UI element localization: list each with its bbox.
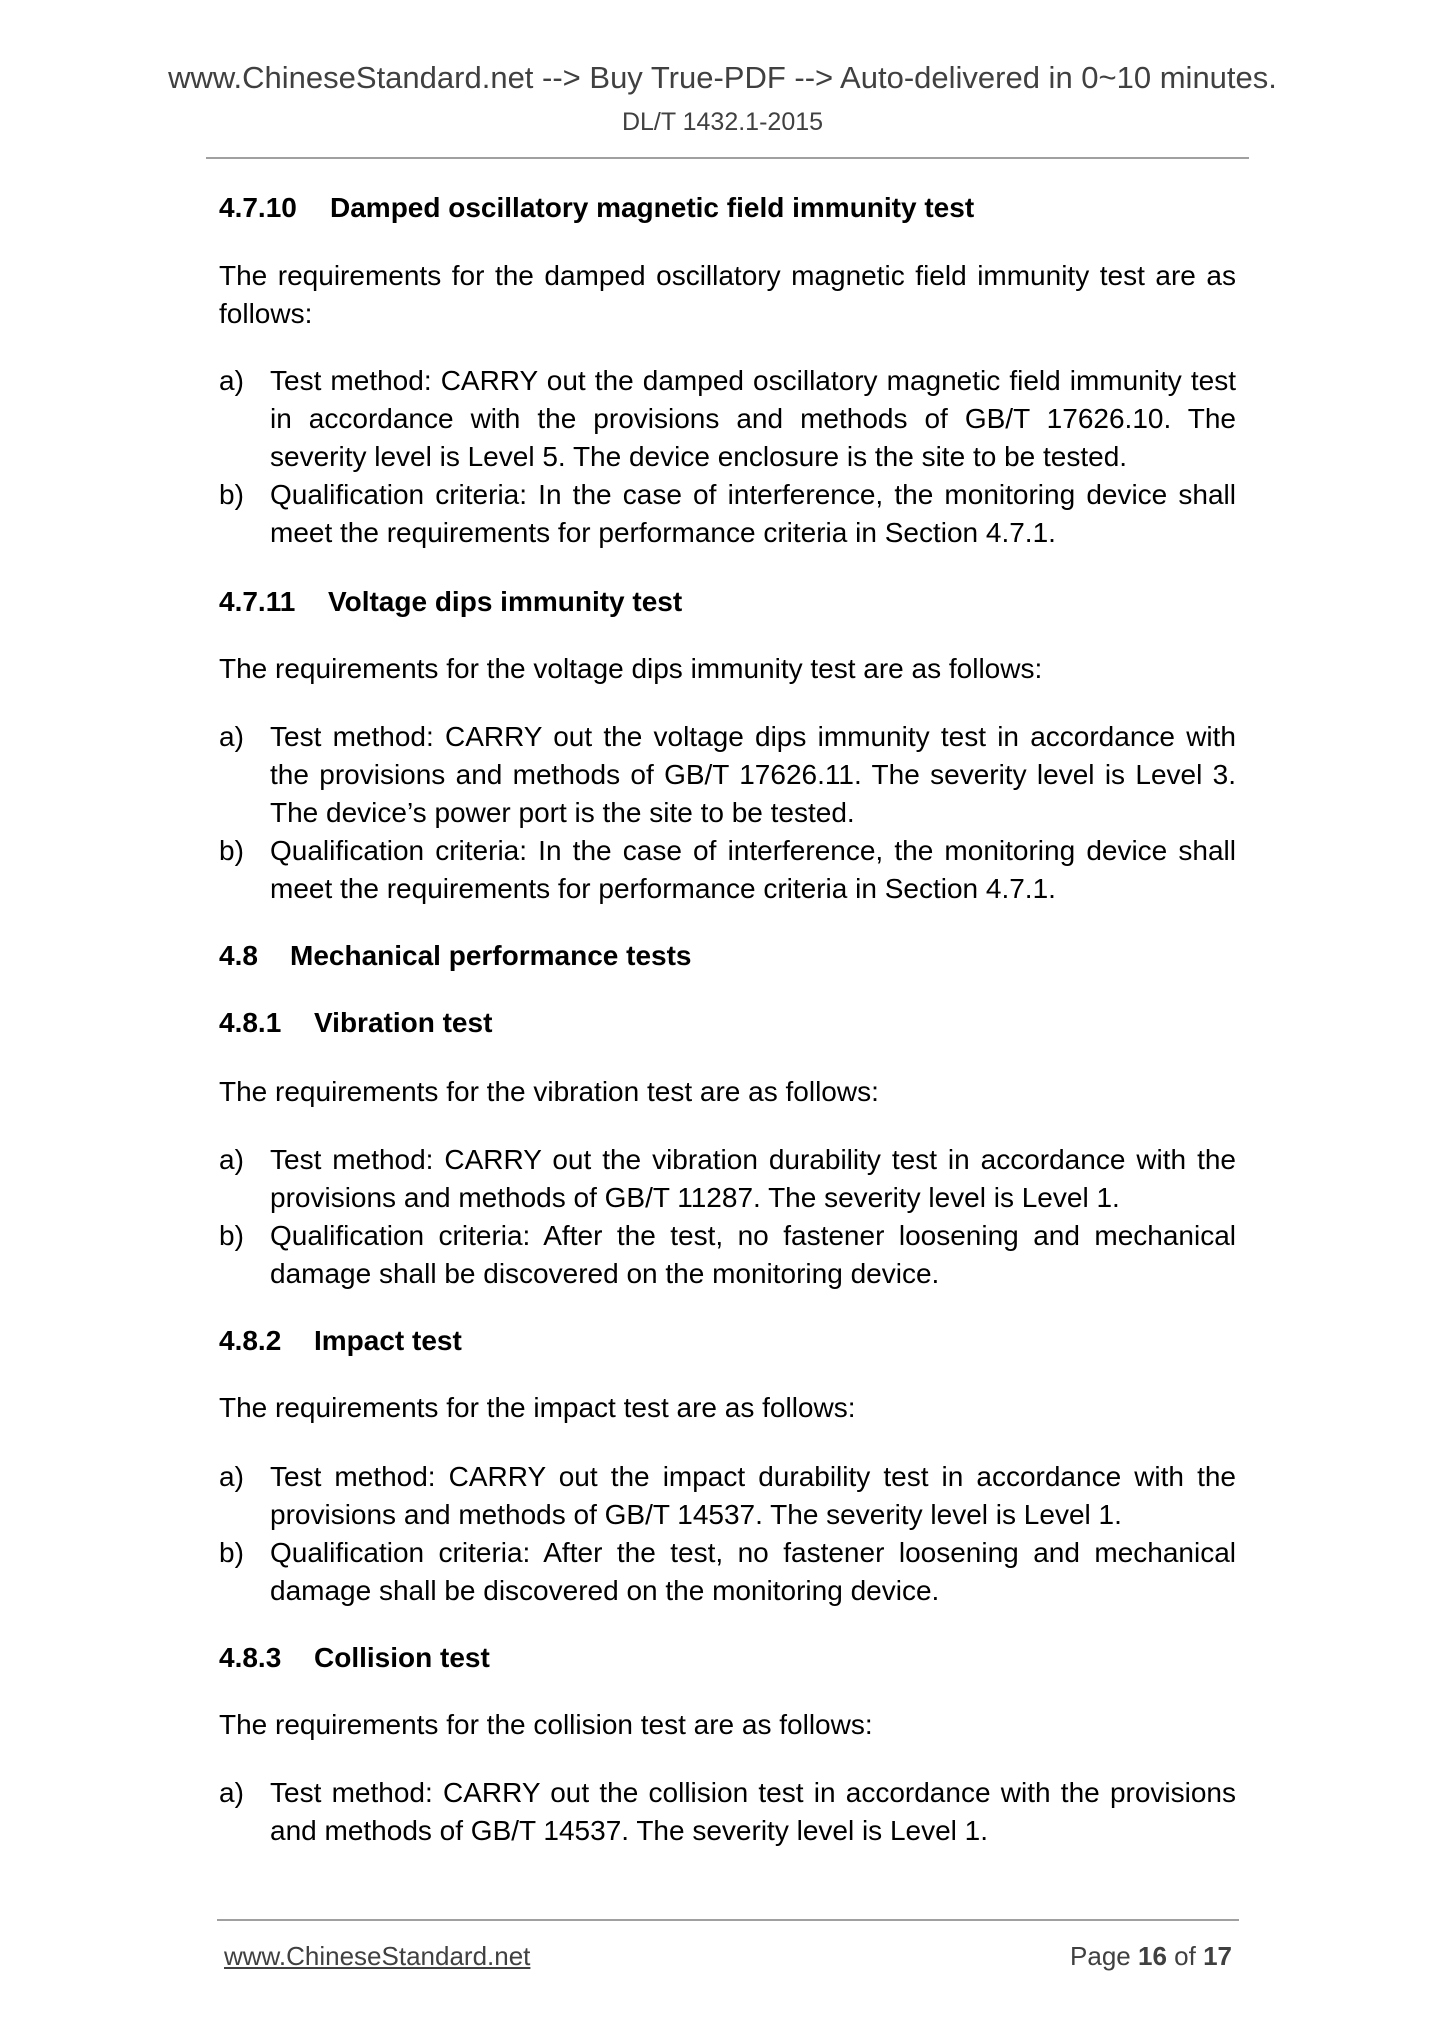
list-item: a) Test method: CARRY out the impact durability test in accordance with the provisions and methods of GB/T 14537. The severity level is Level 1. <box>219 1461 1236 1530</box>
header-banner: www.ChineseStandard.net --> Buy True-PDF --> Auto-delivered in 0~10 minutes. <box>168 60 1277 95</box>
list-item: a) Test method: CARRY out the vibration durability test in accordance with the provisions and methods of GB/T 11287. The severity level is Level 1. <box>219 1144 1236 1213</box>
list-item: b) Qualification criteria: After the test, no fastener loosening and mechanical damage shall be discovered on the monitoring device. <box>219 1537 1236 1606</box>
header-divider <box>206 157 1249 159</box>
list-item: a) Test method: CARRY out the voltage dips immunity test in accordance with the provisions and methods of GB/T 17626.11. The severity level is Level 3. The device’s power port is the site to be tested. <box>219 721 1236 828</box>
section-heading: 4.8.3 Collision test <box>219 1642 490 1673</box>
section-intro: The requirements for the voltage dips immunity test are as follows: <box>219 653 1043 684</box>
list-item: b) Qualification criteria: In the case of interference, the monitoring device shall meet the requirements for performance criteria in Section 4.7.1. <box>219 479 1236 548</box>
list-item: b) Qualification criteria: In the case of interference, the monitoring device shall meet the requirements for performance criteria in Section 4.7.1. <box>219 835 1236 904</box>
footer-website-link[interactable]: www.ChineseStandard.net <box>224 1941 531 1971</box>
section-intro: The requirements for the collision test are as follows: <box>219 1709 873 1740</box>
page-number: Page 16 of 17 <box>1070 1941 1232 1971</box>
section-intro: The requirements for the damped oscillatory magnetic field immunity test are as follows: <box>219 260 1236 329</box>
list-item: a) Test method: CARRY out the damped oscillatory magnetic field immunity test in accordance with the provisions and methods of GB/T 17626.10. The severity level is Level 5. The device enclosure is the site to be tested. <box>219 365 1236 472</box>
footer-link-container <box>224 1939 530 1973</box>
section-heading: 4.8 Mechanical performance tests <box>219 940 692 971</box>
section-intro: The requirements for the vibration test are as follows: <box>219 1076 879 1107</box>
section-heading: 4.8.2 Impact test <box>219 1325 462 1356</box>
list-item: b) Qualification criteria: After the test, no fastener loosening and mechanical damage shall be discovered on the monitoring device. <box>219 1220 1236 1289</box>
section-intro: The requirements for the impact test are as follows: <box>219 1392 856 1423</box>
section-heading: 4.7.11 Voltage dips immunity test <box>219 586 683 617</box>
document-id: DL/T 1432.1-2015 <box>621 108 824 136</box>
list-item: a) Test method: CARRY out the collision test in accordance with the provisions and methods of GB/T 14537. The severity level is Level 1. <box>219 1777 1236 1846</box>
footer-divider <box>217 1919 1239 1921</box>
section-heading: 4.7.10 Damped oscillatory magnetic field immunity test <box>219 192 975 223</box>
section-heading: 4.8.1 Vibration test <box>219 1007 493 1038</box>
